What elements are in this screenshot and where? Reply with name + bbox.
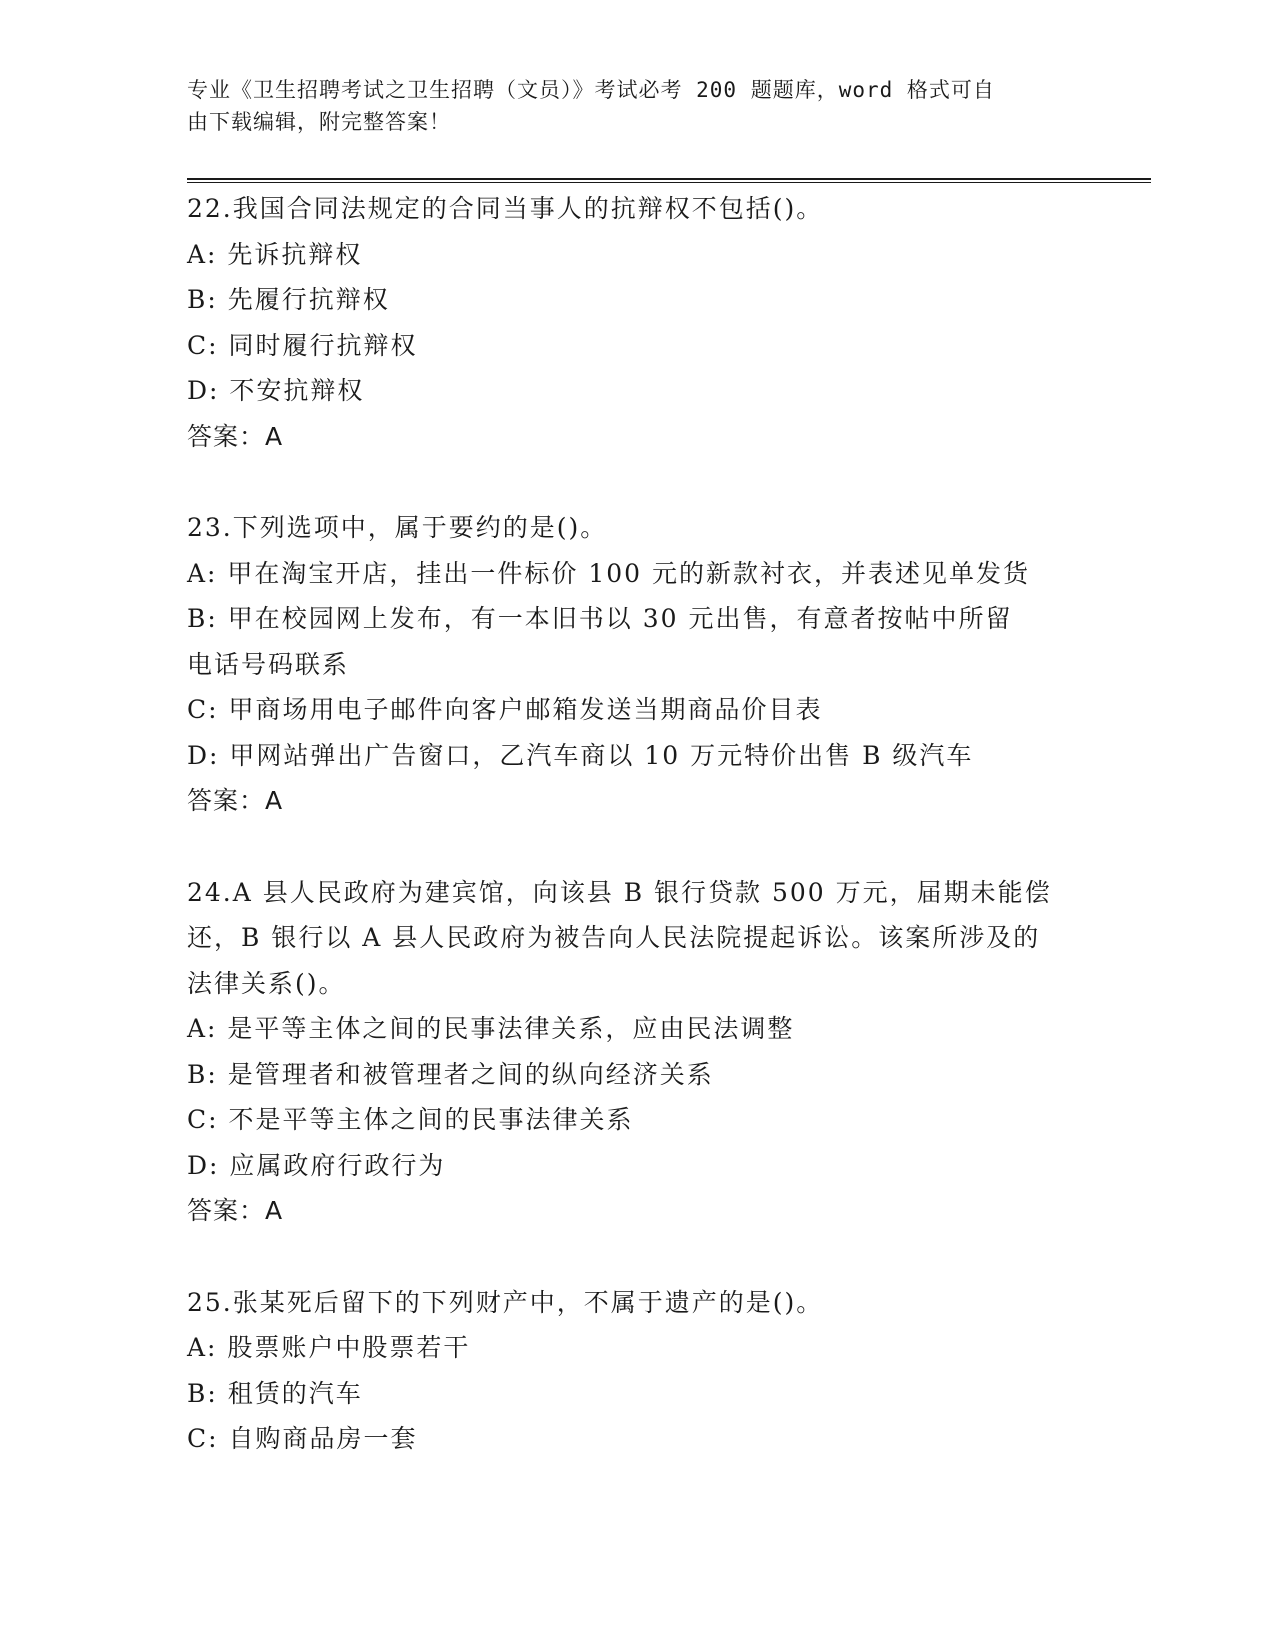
option-c: C: 同时履行抗辩权	[187, 330, 418, 360]
spacer	[187, 824, 1087, 870]
header-divider-thin	[187, 182, 1151, 183]
spacer	[187, 459, 1087, 505]
question-stem: 25.张某死后留下的下列财产中，不属于遗产的是()。	[187, 1287, 824, 1317]
question-22	[187, 186, 1087, 459]
question-stem-continued: 还，B 银行以 A 县人民政府为被告向人民法院提起诉讼。该案所涉及的	[187, 923, 1041, 952]
option-b: B: 甲在校园网上发布，有一本旧书以 30 元出售，有意者按帖中所留	[187, 604, 1013, 633]
option-b: B: 租赁的汽车	[187, 1378, 363, 1408]
header-line-2: 由下载编辑，附完整答案！	[187, 110, 451, 134]
answer: 答案：A	[187, 421, 284, 451]
option-a: A: 先诉抗辩权	[187, 239, 363, 269]
option-d: D: 应属政府行政行为	[187, 1150, 446, 1180]
option-b: B: 是管理者和被管理者之间的纵向经济关系	[187, 1059, 714, 1089]
option-d: D: 不安抗辩权	[187, 376, 365, 405]
answer: 答案：A	[187, 1196, 284, 1225]
answer: 答案：A	[187, 786, 284, 815]
option-b-continued: 电话号码联系	[187, 649, 350, 679]
question-stem: 24.A 县人民政府为建宾馆，向该县 B 银行贷款 500 万元，届期未能偿	[187, 877, 1052, 907]
option-a: A: 甲在淘宝开店，挂出一件标价 100 元的新款衬衣，并表述见单发货	[187, 558, 1031, 588]
spacer	[187, 1234, 1087, 1280]
option-d: D: 甲网站弹出广告窗口，乙汽车商以 10 万元特价出售 B 级汽车	[187, 740, 974, 770]
question-stem-continued: 法律关系()。	[187, 968, 346, 998]
option-b: B: 先履行抗辩权	[187, 285, 390, 314]
option-c: C: 甲商场用电子邮件向客户邮箱发送当期商品价目表	[187, 695, 823, 724]
option-a: A: 股票账户中股票若干	[187, 1333, 471, 1362]
question-list	[187, 186, 1087, 1462]
question-23	[187, 505, 1087, 824]
question-stem: 22.我国合同法规定的合同当事人的抗辩权不包括()。	[187, 194, 824, 223]
option-a: A: 是平等主体之间的民事法律关系，应由民法调整	[187, 1014, 795, 1043]
question-25	[187, 1280, 1087, 1462]
option-c: C: 不是平等主体之间的民事法律关系	[187, 1105, 634, 1134]
option-c: C: 自购商品房一套	[187, 1424, 418, 1453]
header-divider-thick	[187, 178, 1151, 180]
question-stem: 23.下列选项中，属于要约的是()。	[187, 513, 608, 542]
question-24	[187, 870, 1087, 1234]
header-line-1: 专业《卫生招聘考试之卫生招聘（文员）》考试必考 200 题题库，word 格式可自	[187, 78, 995, 102]
document-header	[187, 74, 1067, 138]
